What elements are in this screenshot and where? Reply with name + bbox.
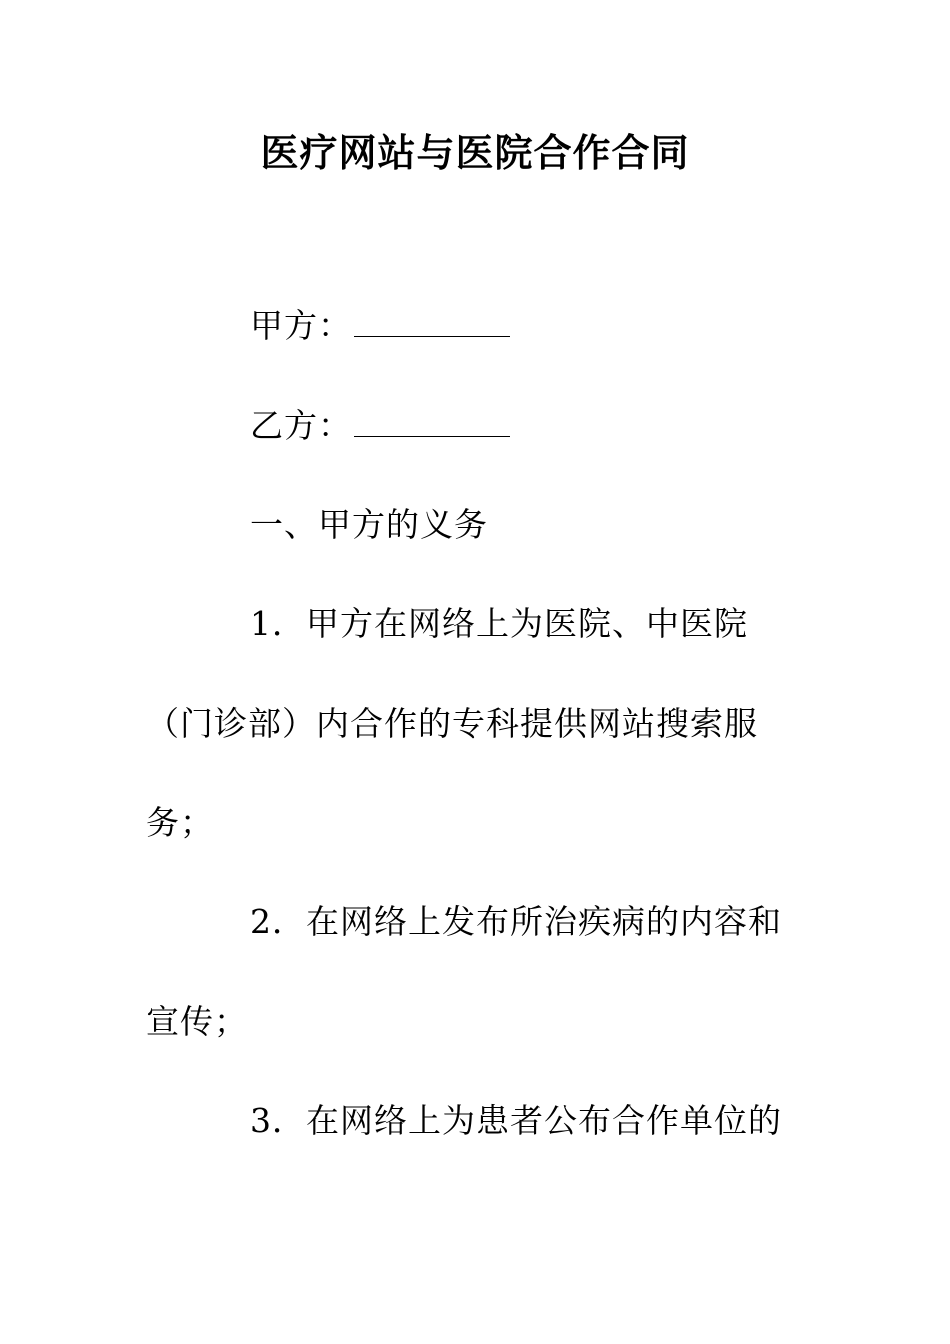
document-title: 医疗网站与医院合作合同 — [260, 130, 690, 175]
item-2-line-1: 2．在网络上发布所治疾病的内容和 — [250, 902, 782, 941]
item-1-line-3: 务； — [146, 803, 214, 842]
item-1-line-1: 1．甲方在网络上为医院、中医院 — [250, 604, 748, 643]
item-3-line-1: 3．在网络上为患者公布合作单位的 — [250, 1101, 782, 1140]
party-a-blank — [354, 306, 510, 337]
party-b-blank — [354, 406, 510, 437]
party-b-line — [250, 404, 510, 448]
party-a-line — [250, 304, 510, 348]
party-a-label: 甲方： — [250, 306, 352, 345]
item-2-line-2: 宣传； — [146, 1002, 248, 1041]
item-1-line-2: （门诊部）内合作的专科提供网站搜索服 — [146, 704, 758, 743]
section-1-heading: 一、甲方的义务 — [250, 505, 488, 544]
party-b-label: 乙方： — [250, 406, 352, 445]
